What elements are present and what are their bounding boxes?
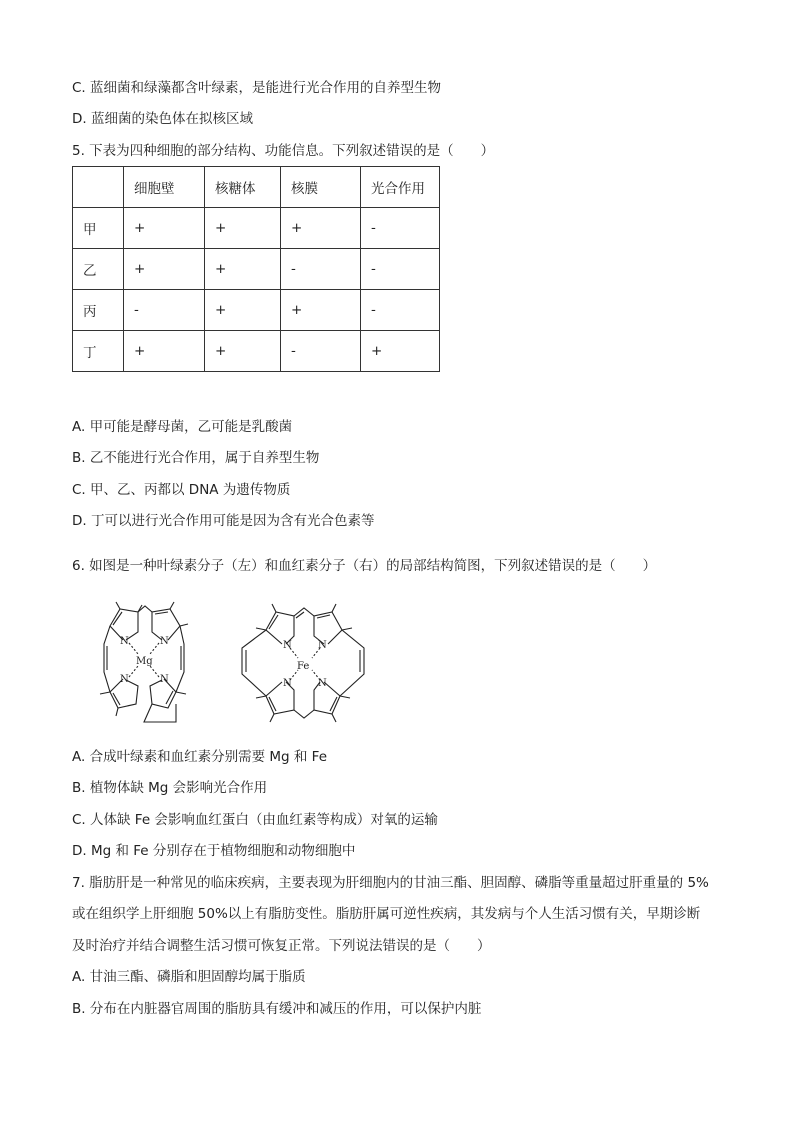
option-c-prev: C. 蓝细菌和绿藻都含叶绿素，是能进行光合作用的自养型生物 (72, 80, 442, 96)
table-cell: + (205, 331, 281, 372)
question-6-stem: 6. 如图是一种叶绿素分子（左）和血红素分子（右）的局部结构简图，下列叙述错误的是（ ） (72, 558, 657, 574)
question-6-option-b: B. 植物体缺 Mg 会影响光合作用 (72, 780, 268, 796)
question-7-stem-line-1: 7. 脂肪肝是一种常见的临床疾病，主要表现为肝细胞内的甘油三酯、胆固醇、磷脂等重量超过肝重量的 5% (72, 875, 709, 891)
question-5-option-d: D. 丁可以进行光合作用可能是因为含有光合色素等 (72, 513, 375, 529)
magnesium-label: Mg (136, 656, 153, 667)
table-cell: + (124, 208, 205, 249)
table-row (73, 290, 440, 331)
cell-structure-table (72, 166, 440, 372)
table-row (73, 331, 440, 372)
table-cell: + (205, 290, 281, 331)
table-cell: - (124, 290, 205, 331)
table-cell: - (361, 290, 440, 331)
table-row (73, 249, 440, 290)
nitrogen-label: N (318, 640, 327, 651)
table-cell: + (281, 208, 361, 249)
table-cell: + (281, 290, 361, 331)
table-cell: + (361, 331, 440, 372)
nitrogen-label: N (120, 674, 129, 685)
table-cell: + (205, 208, 281, 249)
heme-structure-figure (236, 600, 371, 725)
table-cell: 丁 (73, 331, 124, 372)
iron-label: Fe (297, 661, 310, 672)
question-5-option-b: B. 乙不能进行光合作用，属于自养型生物 (72, 450, 320, 466)
question-6-option-c: C. 人体缺 Fe 会影响血红蛋白（由血红素等构成）对氧的运输 (72, 812, 438, 828)
table-cell (73, 167, 124, 208)
table-cell: 细胞壁 (124, 167, 205, 208)
table-header-row (73, 167, 440, 208)
table-cell: + (205, 249, 281, 290)
question-5-option-a: A. 甲可能是酵母菌，乙可能是乳酸菌 (72, 419, 293, 435)
table-cell: 乙 (73, 249, 124, 290)
table-row (73, 208, 440, 249)
table-cell: - (361, 208, 440, 249)
question-7-stem-line-2: 或在组织学上肝细胞 50%以上有脂肪变性。脂肪肝属可逆性疾病，其发病与个人生活习惯有关，早期诊断 (72, 906, 701, 922)
question-6-option-d: D. Mg 和 Fe 分别存在于植物细胞和动物细胞中 (72, 843, 356, 859)
table-cell: - (281, 331, 361, 372)
question-5-stem: 5. 下表为四种细胞的部分结构、功能信息。下列叙述错误的是（ ） (72, 143, 495, 159)
nitrogen-label: N (283, 640, 292, 651)
question-7-option-a: A. 甘油三酯、磷脂和胆固醇均属于脂质 (72, 969, 306, 985)
question-6-option-a: A. 合成叶绿素和血红素分别需要 Mg 和 Fe (72, 749, 328, 765)
table-cell: - (281, 249, 361, 290)
table-cell: 核膜 (281, 167, 361, 208)
table-cell: 光合作用 (361, 167, 440, 208)
table-cell: + (124, 249, 205, 290)
nitrogen-label: N (120, 636, 129, 647)
question-7-option-b: B. 分布在内脏器官周围的脂肪具有缓冲和减压的作用，可以保护内脏 (72, 1001, 482, 1017)
table-cell: 核糖体 (205, 167, 281, 208)
nitrogen-label: N (160, 636, 169, 647)
option-d-prev: D. 蓝细菌的染色体在拟核区域 (72, 111, 253, 127)
nitrogen-label: N (160, 674, 169, 685)
chlorophyll-structure-figure (80, 600, 210, 725)
nitrogen-label: N (318, 678, 327, 689)
table-cell: 丙 (73, 290, 124, 331)
table-cell: - (361, 249, 440, 290)
table-cell: 甲 (73, 208, 124, 249)
table-cell: + (124, 331, 205, 372)
question-7-stem-line-3: 及时治疗并结合调整生活习惯可恢复正常。下列说法错误的是（ ） (72, 938, 491, 954)
nitrogen-label: N (283, 678, 292, 689)
question-5-option-c: C. 甲、乙、丙都以 DNA 为遗传物质 (72, 482, 291, 498)
